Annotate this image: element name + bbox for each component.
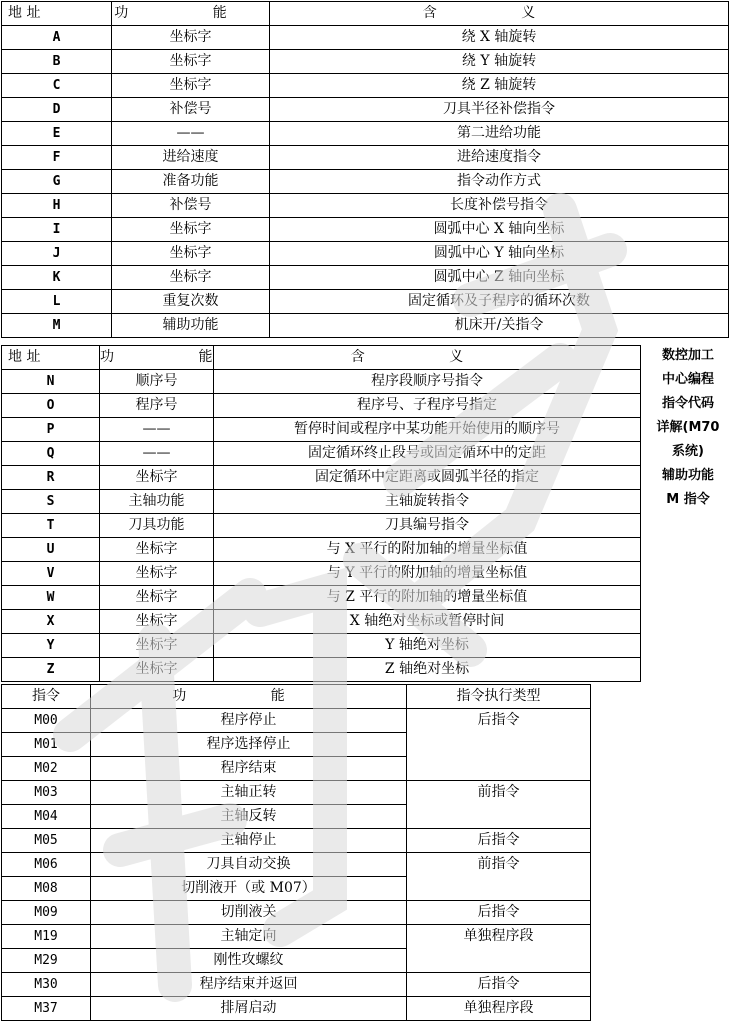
m-code: M03 [2,781,91,805]
table-row [2,853,591,877]
table-row [2,610,641,634]
function-cell: 坐标字 [100,586,214,610]
table-row [2,146,729,170]
function-cell: 坐标字 [112,26,270,50]
meaning-cell: Y 轴绝对坐标 [214,634,641,658]
table-row [2,242,729,266]
table-row [2,925,591,949]
table-header-row [2,685,591,709]
exec-type: 后指令 [407,973,591,997]
m-function: 刀具自动交换 [91,853,407,877]
table-row [2,658,641,682]
function-cell: 坐标字 [100,538,214,562]
table-row [2,314,729,338]
exec-type: 后指令 [407,829,591,853]
meaning-cell: 绕 Z 轴旋转 [270,74,729,98]
address-code: P [2,418,100,442]
address-code: R [2,466,100,490]
caption-line: 系统) [672,444,704,459]
function-cell: 坐标字 [112,242,270,266]
meaning-cell: 圆弧中心 Y 轴向坐标 [270,242,729,266]
caption-line: 数控加工 [661,348,714,363]
function-cell: 坐标字 [100,658,214,682]
function-cell: 顺序号 [100,370,214,394]
m-code: M05 [2,829,91,853]
table-row [2,901,591,925]
address-code: T [2,514,100,538]
address-code: U [2,538,100,562]
address-code: Q [2,442,100,466]
meaning-cell: 固定循环中定距离或圆弧半径的指定 [214,466,641,490]
function-cell: 补偿号 [112,98,270,122]
exec-type: 前指令 [407,853,591,901]
meaning-cell: 程序段顺序号指令 [214,370,641,394]
address-code: G [2,170,112,194]
table-row [2,370,641,394]
meaning-cell: 第二进给功能 [270,122,729,146]
meaning-cell: 与 Z 平行的附加轴的增量坐标值 [214,586,641,610]
function-cell: 坐标字 [100,634,214,658]
table-row [2,218,729,242]
address-code: F [2,146,112,170]
caption-line: 指令代码 [661,396,714,411]
meaning-cell: 进给速度指令 [270,146,729,170]
address-table-1 [1,1,729,338]
meaning-cell: 主轴旋转指令 [214,490,641,514]
table-row [2,194,729,218]
m-function: 主轴定向 [91,925,407,949]
m-function: 程序停止 [91,709,407,733]
caption-line: M 指令 [666,492,710,507]
m-code: M06 [2,853,91,877]
function-cell: 主轴功能 [100,490,214,514]
address-table-2 [1,345,641,682]
table-row [2,170,729,194]
function-cell: 辅助功能 [112,314,270,338]
address-code: Y [2,634,100,658]
address-code: N [2,370,100,394]
address-code: V [2,562,100,586]
header-meaning: 含 义 [214,346,641,370]
function-cell: 坐标字 [112,218,270,242]
address-code: Z [2,658,100,682]
table-row [2,634,641,658]
meaning-cell: 固定循环及子程序的循环次数 [270,290,729,314]
exec-type: 后指令 [407,901,591,925]
meaning-cell: 绕 Y 轴旋转 [270,50,729,74]
header-function: 功 能 [91,685,407,709]
table-row [2,418,641,442]
table-header-row [2,346,641,370]
m-function: 切削液开（或 M07） [91,877,407,901]
function-cell: —— [112,122,270,146]
m-code: M04 [2,805,91,829]
m-code: M30 [2,973,91,997]
m-code: M02 [2,757,91,781]
meaning-cell: 圆弧中心 X 轴向坐标 [270,218,729,242]
m-code-table [1,684,591,1021]
meaning-cell: 绕 X 轴旋转 [270,26,729,50]
function-cell: 重复次数 [112,290,270,314]
function-cell: 补偿号 [112,194,270,218]
m-code: M08 [2,877,91,901]
header-address: 地 址 [2,2,112,26]
m-code: M00 [2,709,91,733]
meaning-cell: 长度补偿号指令 [270,194,729,218]
address-code: A [2,26,112,50]
table-header-row [2,2,729,26]
table-row [2,586,641,610]
exec-type: 单独程序段 [407,997,591,1021]
table-row [2,997,591,1021]
m-code: M09 [2,901,91,925]
table-row [2,490,641,514]
address-code: L [2,290,112,314]
table-row [2,514,641,538]
m-function: 主轴停止 [91,829,407,853]
m-function: 主轴反转 [91,805,407,829]
function-cell: 刀具功能 [100,514,214,538]
address-code: J [2,242,112,266]
meaning-cell: 指令动作方式 [270,170,729,194]
table-row [2,709,591,733]
function-cell: 坐标字 [112,74,270,98]
address-code: X [2,610,100,634]
address-code: K [2,266,112,290]
meaning-cell: 与 Y 平行的附加轴的增量坐标值 [214,562,641,586]
m-function: 排屑启动 [91,997,407,1021]
address-code: H [2,194,112,218]
table-row [2,122,729,146]
function-cell: 坐标字 [100,562,214,586]
table-row [2,266,729,290]
meaning-cell: 机床开/关指令 [270,314,729,338]
meaning-cell: X 轴绝对坐标或暂停时间 [214,610,641,634]
meaning-cell: Z 轴绝对坐标 [214,658,641,682]
address-code: I [2,218,112,242]
m-function: 程序选择停止 [91,733,407,757]
address-code: E [2,122,112,146]
address-code: W [2,586,100,610]
table-row [2,50,729,74]
exec-type: 前指令 [407,781,591,829]
header-meaning: 含 义 [270,2,729,26]
m-code: M37 [2,997,91,1021]
meaning-cell: 圆弧中心 Z 轴向坐标 [270,266,729,290]
function-cell: —— [100,442,214,466]
header-function: 功 能 [112,2,270,26]
function-cell: 准备功能 [112,170,270,194]
table-row [2,829,591,853]
header-exec-type: 指令执行类型 [407,685,591,709]
meaning-cell: 固定循环终止段号或固定循环中的定距 [214,442,641,466]
header-function: 功 能 [100,346,214,370]
caption-line: 中心编程 [661,372,714,387]
table-row [2,538,641,562]
section-caption [652,344,724,512]
table-row [2,466,641,490]
function-cell: 坐标字 [100,610,214,634]
table-row [2,26,729,50]
exec-type: 单独程序段 [407,925,591,973]
address-code: S [2,490,100,514]
table-row [2,394,641,418]
caption-line: 辅助功能 [661,468,714,483]
m-code: M19 [2,925,91,949]
address-code: D [2,98,112,122]
table-row [2,562,641,586]
m-code: M29 [2,949,91,973]
function-cell: 坐标字 [112,266,270,290]
meaning-cell: 刀具半径补偿指令 [270,98,729,122]
caption-line: 详解(M70 [656,420,720,435]
table-row [2,98,729,122]
function-cell: 坐标字 [100,466,214,490]
table-row [2,781,591,805]
table-row [2,973,591,997]
address-code: O [2,394,100,418]
m-code: M01 [2,733,91,757]
function-cell: 进给速度 [112,146,270,170]
table-row [2,442,641,466]
function-cell: 坐标字 [112,50,270,74]
header-command: 指令 [2,685,91,709]
m-function: 刚性攻螺纹 [91,949,407,973]
meaning-cell: 暂停时间或程序中某功能开始使用的顺序号 [214,418,641,442]
meaning-cell: 程序号、子程序号指定 [214,394,641,418]
table-row [2,290,729,314]
meaning-cell: 刀具编号指令 [214,514,641,538]
table-row [2,74,729,98]
function-cell: —— [100,418,214,442]
m-function: 主轴正转 [91,781,407,805]
address-code: B [2,50,112,74]
m-function: 程序结束并返回 [91,973,407,997]
address-code: M [2,314,112,338]
m-function: 切削液关 [91,901,407,925]
function-cell: 程序号 [100,394,214,418]
header-address: 地 址 [2,346,100,370]
exec-type: 后指令 [407,709,591,781]
m-function: 程序结束 [91,757,407,781]
meaning-cell: 与 X 平行的附加轴的增量坐标值 [214,538,641,562]
address-code: C [2,74,112,98]
